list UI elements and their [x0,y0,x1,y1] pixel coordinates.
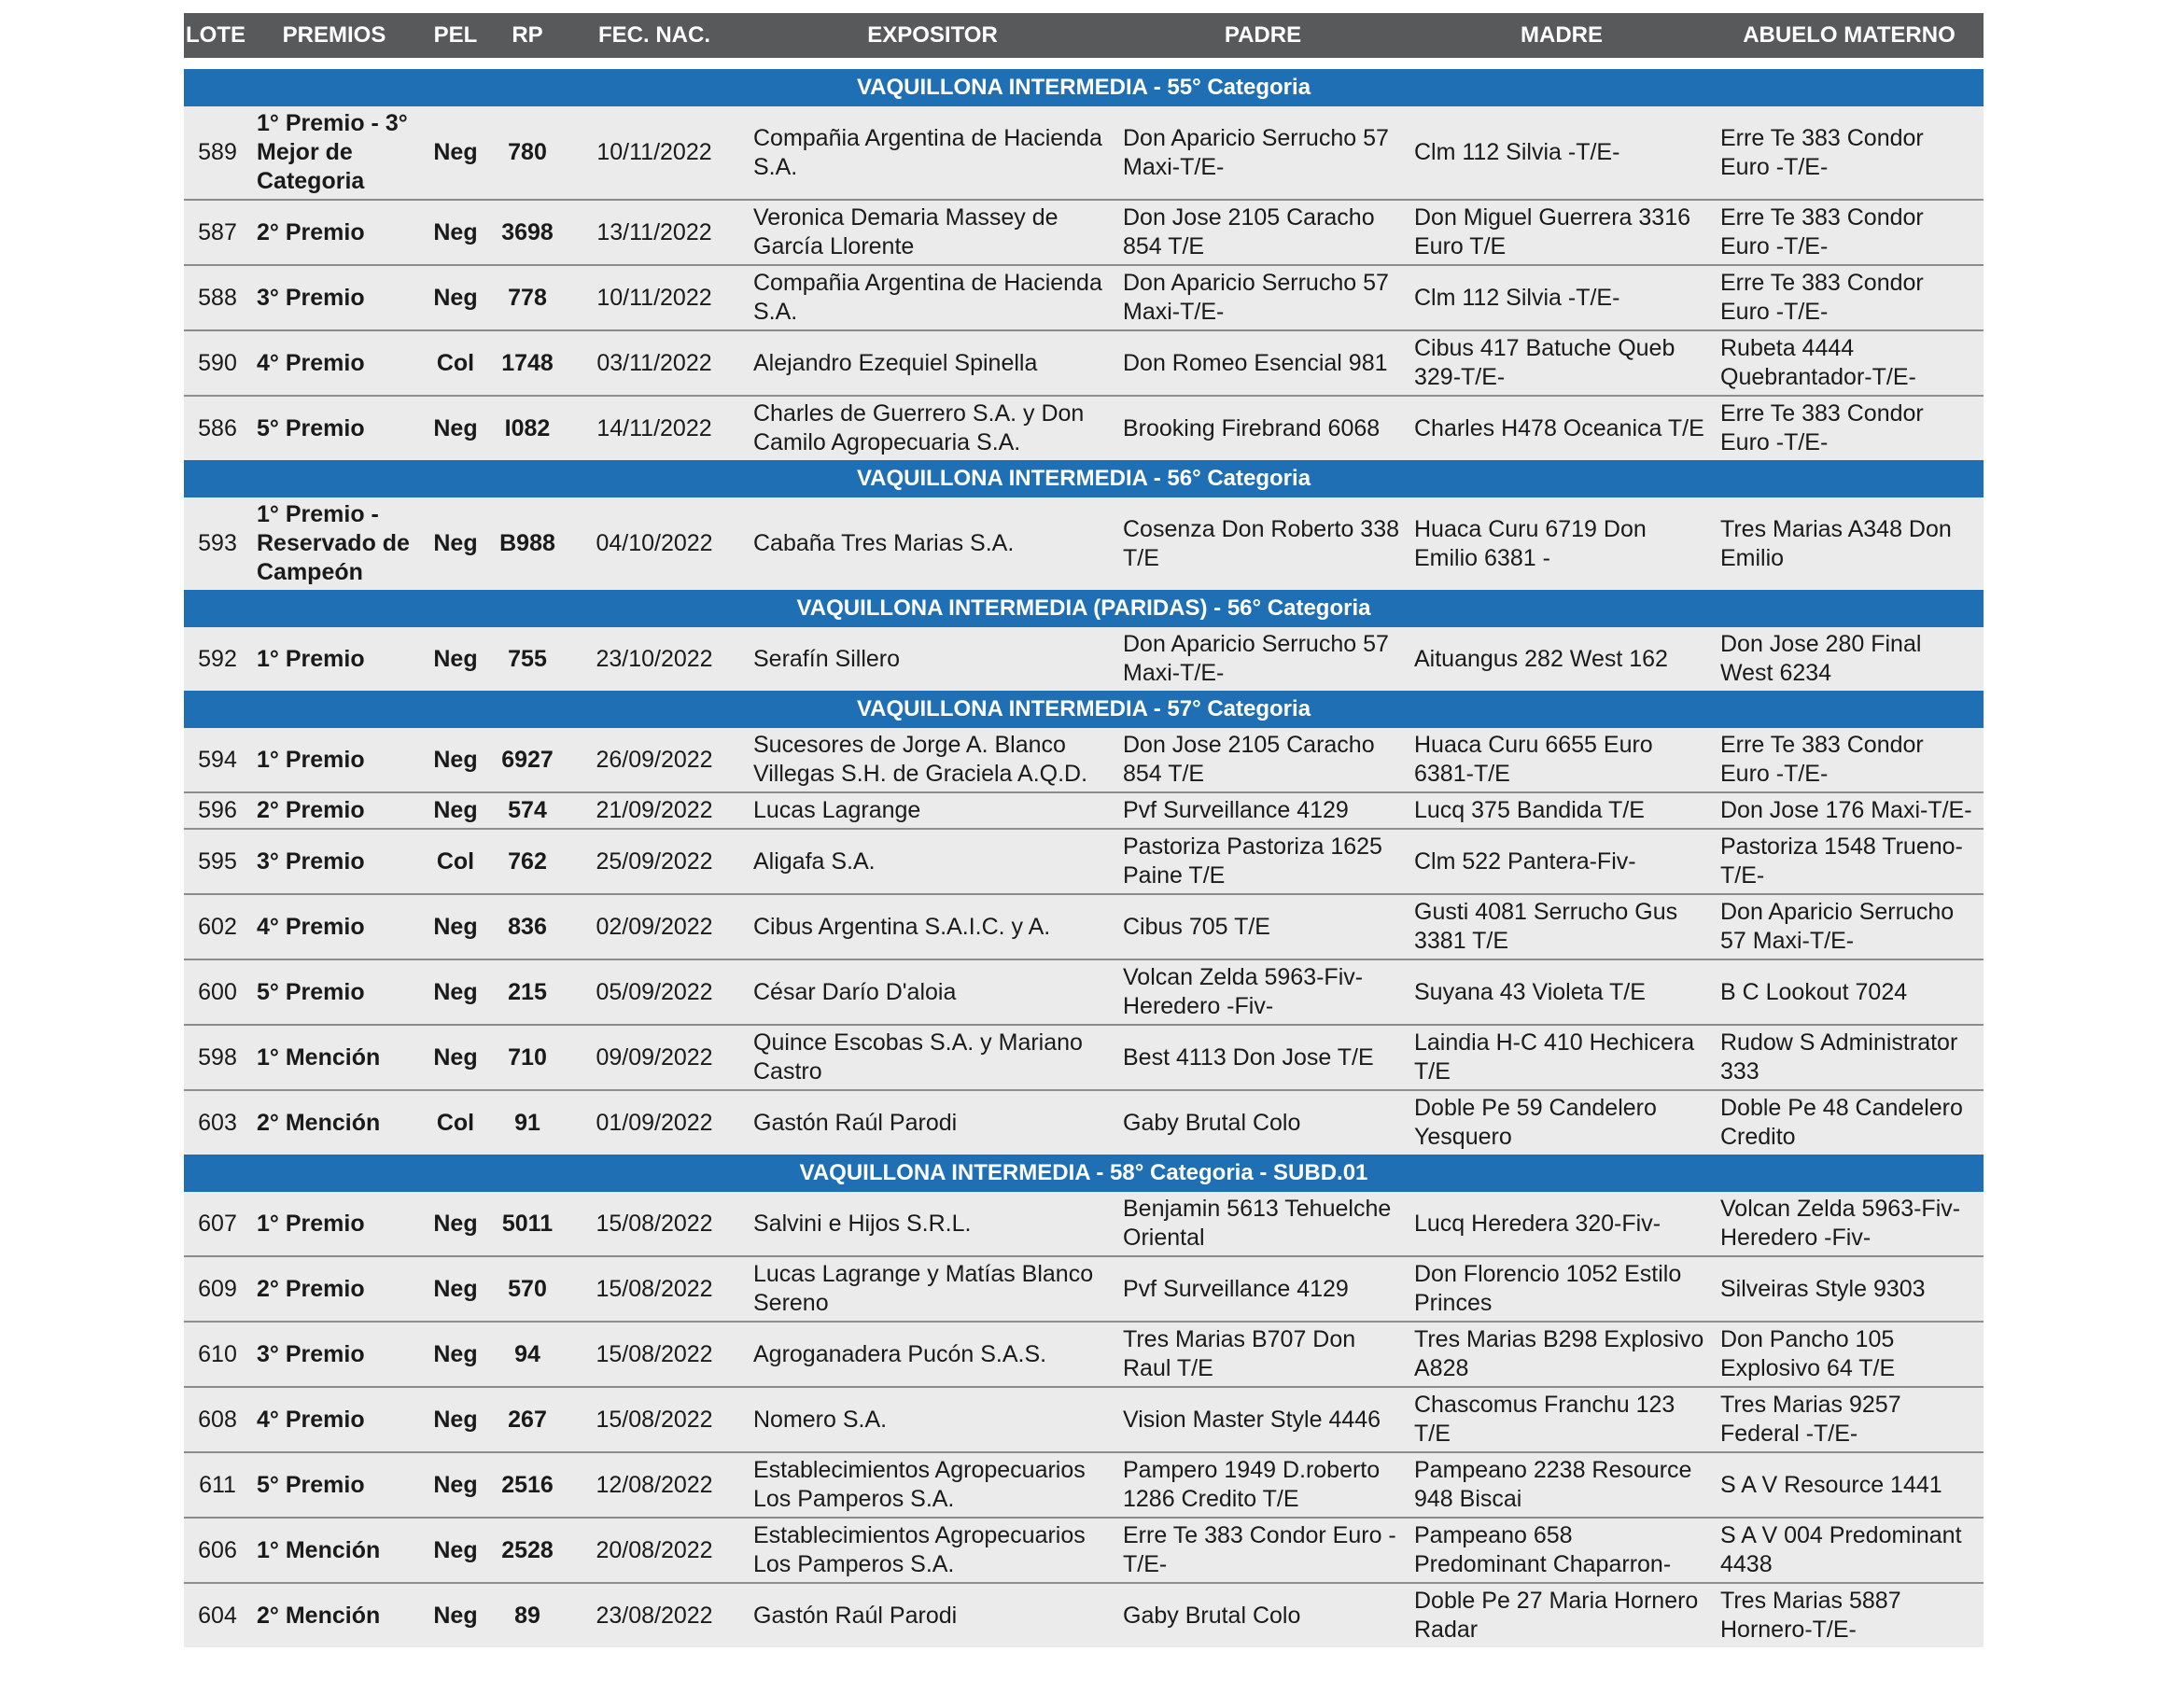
cell-expositor: Gastón Raúl Parodi [748,1583,1117,1647]
header-pel: PEL [417,13,494,58]
cell-madre: Huaca Curu 6655 Euro 6381-T/E [1409,728,1715,792]
cell-padre: Erre Te 383 Condor Euro -T/E- [1117,1518,1409,1583]
cell-padre: Don Aparicio Serrucho 57 Maxi-T/E- [1117,106,1409,200]
cell-expositor: Charles de Guerrero S.A. y Don Camilo Agropecuaria S.A. [748,396,1117,460]
cell-pel: Neg [417,1256,494,1322]
cell-lote: 604 [184,1583,251,1647]
header-padre: PADRE [1117,13,1409,58]
cell-lote: 602 [184,894,251,959]
cell-expositor: Lucas Lagrange y Matías Blanco Sereno [748,1256,1117,1322]
cell-fec-nac: 25/09/2022 [561,829,748,894]
header-madre: MADRE [1409,13,1715,58]
cell-abuelo-materno: Don Aparicio Serrucho 57 Maxi-T/E- [1715,894,1984,959]
cell-expositor: Serafín Sillero [748,627,1117,691]
cell-fec-nac: 01/09/2022 [561,1090,748,1155]
cell-padre: Pastoriza Pastoriza 1625 Paine T/E [1117,829,1409,894]
cell-abuelo-materno: Rubeta 4444 Quebrantador-T/E- [1715,330,1984,396]
cell-lote: 609 [184,1256,251,1322]
cell-rp: 6927 [494,728,561,792]
cell-madre: Gusti 4081 Serrucho Gus 3381 T/E [1409,894,1715,959]
cell-lote: 606 [184,1518,251,1583]
cell-padre: Don Romeo Esencial 981 [1117,330,1409,396]
spacer-cell [184,58,1984,69]
cell-abuelo-materno: S A V 004 Predominant 4438 [1715,1518,1984,1583]
category-title: VAQUILLONA INTERMEDIA - 56° Categoria [184,460,1984,497]
cell-lote: 596 [184,792,251,829]
cell-rp: 710 [494,1025,561,1090]
cell-fec-nac: 23/08/2022 [561,1583,748,1647]
table-row [184,1518,1984,1583]
cell-padre: Tres Marias B707 Don Raul T/E [1117,1322,1409,1387]
cell-premio: 2° Mención [251,1090,417,1155]
table-row [184,200,1984,265]
cell-expositor: Quince Escobas S.A. y Mariano Castro [748,1025,1117,1090]
cell-lote: 603 [184,1090,251,1155]
cell-lote: 610 [184,1322,251,1387]
cell-abuelo-materno: S A V Resource 1441 [1715,1452,1984,1518]
table-row [184,1256,1984,1322]
cell-premio: 4° Premio [251,330,417,396]
cell-abuelo-materno: Volcan Zelda 5963-Fiv-Heredero -Fiv- [1715,1192,1984,1256]
cell-abuelo-materno: Erre Te 383 Condor Euro -T/E- [1715,728,1984,792]
cell-fec-nac: 09/09/2022 [561,1025,748,1090]
header-rp: RP [494,13,561,58]
cell-abuelo-materno: Don Jose 280 Final West 6234 [1715,627,1984,691]
cell-rp: 3698 [494,200,561,265]
cell-abuelo-materno: Don Jose 176 Maxi-T/E- [1715,792,1984,829]
results-table [184,13,1984,1647]
cell-padre: Gaby Brutal Colo [1117,1090,1409,1155]
table-row [184,1387,1984,1452]
cell-abuelo-materno: Erre Te 383 Condor Euro -T/E- [1715,200,1984,265]
cell-expositor: Compañia Argentina de Hacienda S.A. [748,106,1117,200]
table-row [184,1025,1984,1090]
table-row [184,1322,1984,1387]
category-title: VAQUILLONA INTERMEDIA (PARIDAS) - 56° Categoria [184,590,1984,627]
cell-rp: 574 [494,792,561,829]
header-abuelo-materno: ABUELO MATERNO [1715,13,1984,58]
header-spacer [184,58,1984,69]
cell-padre: Cosenza Don Roberto 338 T/E [1117,497,1409,590]
cell-padre: Pvf Surveillance 4129 [1117,1256,1409,1322]
cell-madre: Charles H478 Oceanica T/E [1409,396,1715,460]
cell-padre: Gaby Brutal Colo [1117,1583,1409,1647]
cell-fec-nac: 12/08/2022 [561,1452,748,1518]
cell-madre: Pampeano 2238 Resource 948 Biscai [1409,1452,1715,1518]
category-title: VAQUILLONA INTERMEDIA - 57° Categoria [184,691,1984,728]
header-row [184,13,1984,58]
cell-rp: 94 [494,1322,561,1387]
cell-rp: 836 [494,894,561,959]
cell-premio: 2° Premio [251,792,417,829]
cell-fec-nac: 15/08/2022 [561,1192,748,1256]
cell-premio: 4° Premio [251,894,417,959]
cell-madre: Doble Pe 59 Candelero Yesquero [1409,1090,1715,1155]
cell-pel: Col [417,330,494,396]
cell-pel: Neg [417,200,494,265]
cell-expositor: Lucas Lagrange [748,792,1117,829]
cell-abuelo-materno: Erre Te 383 Condor Euro -T/E- [1715,106,1984,200]
cell-fec-nac: 15/08/2022 [561,1387,748,1452]
table-row [184,265,1984,330]
cell-expositor: Establecimientos Agropecuarios Los Pamperos S.A. [748,1518,1117,1583]
cell-premio: 2° Premio [251,1256,417,1322]
cell-fec-nac: 15/08/2022 [561,1322,748,1387]
cell-fec-nac: 10/11/2022 [561,106,748,200]
cell-premio: 5° Premio [251,959,417,1025]
table-row [184,1090,1984,1155]
cell-premio: 2° Mención [251,1583,417,1647]
cell-premio: 3° Premio [251,829,417,894]
cell-madre: Suyana 43 Violeta T/E [1409,959,1715,1025]
cell-padre: Don Jose 2105 Caracho 854 T/E [1117,200,1409,265]
cell-fec-nac: 13/11/2022 [561,200,748,265]
cell-rp: 2528 [494,1518,561,1583]
cell-lote: 594 [184,728,251,792]
cell-padre: Brooking Firebrand 6068 [1117,396,1409,460]
cell-pel: Neg [417,959,494,1025]
cell-expositor: Cibus Argentina S.A.I.C. y A. [748,894,1117,959]
table-row [184,959,1984,1025]
cell-pel: Neg [417,1192,494,1256]
cell-pel: Neg [417,1452,494,1518]
cell-premio: 1° Mención [251,1025,417,1090]
cell-pel: Neg [417,1387,494,1452]
cell-pel: Neg [417,1025,494,1090]
table-row [184,728,1984,792]
cell-padre: Vision Master Style 4446 [1117,1387,1409,1452]
cell-lote: 595 [184,829,251,894]
cell-madre: Cibus 417 Batuche Queb 329-T/E- [1409,330,1715,396]
cell-rp: 2516 [494,1452,561,1518]
cell-rp: 755 [494,627,561,691]
table-row [184,894,1984,959]
table-row [184,1192,1984,1256]
cell-padre: Volcan Zelda 5963-Fiv-Heredero -Fiv- [1117,959,1409,1025]
cell-expositor: Salvini e Hijos S.R.L. [748,1192,1117,1256]
cell-padre: Best 4113 Don Jose T/E [1117,1025,1409,1090]
cell-premio: 1° Mención [251,1518,417,1583]
cell-lote: 600 [184,959,251,1025]
cell-expositor: César Darío D'aloia [748,959,1117,1025]
table-row [184,330,1984,396]
cell-fec-nac: 23/10/2022 [561,627,748,691]
cell-rp: 1748 [494,330,561,396]
cell-premio: 1° Premio - Reservado de Campeón [251,497,417,590]
header-lote: LOTE [184,13,251,58]
cell-rp: 91 [494,1090,561,1155]
table-row [184,1452,1984,1518]
cell-madre: Huaca Curu 6719 Don Emilio 6381 - [1409,497,1715,590]
category-header-row [184,69,1984,106]
cell-madre: Don Florencio 1052 Estilo Princes [1409,1256,1715,1322]
cell-premio: 3° Premio [251,1322,417,1387]
cell-lote: 608 [184,1387,251,1452]
table-row [184,497,1984,590]
cell-fec-nac: 03/11/2022 [561,330,748,396]
header-fec-nac: FEC. NAC. [561,13,748,58]
cell-pel: Neg [417,1322,494,1387]
cell-fec-nac: 10/11/2022 [561,265,748,330]
table-row [184,1583,1984,1647]
cell-madre: Pampeano 658 Predominant Chaparron- [1409,1518,1715,1583]
cell-rp: 215 [494,959,561,1025]
category-header-row [184,1155,1984,1192]
cell-lote: 587 [184,200,251,265]
results-sheet [184,13,1984,1647]
cell-pel: Col [417,829,494,894]
cell-madre: Don Miguel Guerrera 3316 Euro T/E [1409,200,1715,265]
cell-abuelo-materno: Doble Pe 48 Candelero Credito [1715,1090,1984,1155]
cell-premio: 5° Premio [251,1452,417,1518]
cell-abuelo-materno: Erre Te 383 Condor Euro -T/E- [1715,265,1984,330]
cell-padre: Pvf Surveillance 4129 [1117,792,1409,829]
cell-pel: Neg [417,497,494,590]
table-body [184,58,1984,1647]
table-header [184,13,1984,58]
category-title: VAQUILLONA INTERMEDIA - 58° Categoria - SUBD.01 [184,1155,1984,1192]
cell-pel: Neg [417,265,494,330]
cell-pel: Neg [417,792,494,829]
cell-premio: 1° Premio - 3° Mejor de Categoria [251,106,417,200]
cell-expositor: Sucesores de Jorge A. Blanco Villegas S.H. de Graciela A.Q.D. [748,728,1117,792]
cell-expositor: Establecimientos Agropecuarios Los Pamperos S.A. [748,1452,1117,1518]
cell-rp: 267 [494,1387,561,1452]
cell-premio: 1° Premio [251,728,417,792]
cell-abuelo-materno: Rudow S Administrator 333 [1715,1025,1984,1090]
cell-lote: 588 [184,265,251,330]
cell-madre: Clm 112 Silvia -T/E- [1409,106,1715,200]
cell-rp: 762 [494,829,561,894]
cell-rp: 5011 [494,1192,561,1256]
cell-pel: Neg [417,1518,494,1583]
cell-abuelo-materno: B C Lookout 7024 [1715,959,1984,1025]
cell-abuelo-materno: Tres Marias 9257 Federal -T/E- [1715,1387,1984,1452]
cell-fec-nac: 20/08/2022 [561,1518,748,1583]
cell-expositor: Agroganadera Pucón S.A.S. [748,1322,1117,1387]
header-expositor: EXPOSITOR [748,13,1117,58]
cell-pel: Neg [417,627,494,691]
cell-premio: 1° Premio [251,627,417,691]
cell-madre: Laindia H-C 410 Hechicera T/E [1409,1025,1715,1090]
cell-pel: Neg [417,396,494,460]
cell-fec-nac: 14/11/2022 [561,396,748,460]
cell-abuelo-materno: Tres Marias A348 Don Emilio [1715,497,1984,590]
cell-expositor: Cabaña Tres Marias S.A. [748,497,1117,590]
cell-abuelo-materno: Don Pancho 105 Explosivo 64 T/E [1715,1322,1984,1387]
cell-padre: Pampero 1949 D.roberto 1286 Credito T/E [1117,1452,1409,1518]
cell-premio: 1° Premio [251,1192,417,1256]
cell-expositor: Nomero S.A. [748,1387,1117,1452]
cell-expositor: Compañia Argentina de Hacienda S.A. [748,265,1117,330]
cell-lote: 607 [184,1192,251,1256]
cell-rp: B988 [494,497,561,590]
cell-pel: Neg [417,728,494,792]
category-header-row [184,691,1984,728]
cell-premio: 3° Premio [251,265,417,330]
cell-lote: 598 [184,1025,251,1090]
cell-expositor: Alejandro Ezequiel Spinella [748,330,1117,396]
cell-pel: Neg [417,894,494,959]
cell-fec-nac: 15/08/2022 [561,1256,748,1322]
header-premios: PREMIOS [251,13,417,58]
table-row [184,792,1984,829]
cell-rp: 89 [494,1583,561,1647]
cell-madre: Tres Marias B298 Explosivo A828 [1409,1322,1715,1387]
cell-madre: Clm 522 Pantera-Fiv- [1409,829,1715,894]
cell-rp: 778 [494,265,561,330]
table-row [184,627,1984,691]
cell-premio: 2° Premio [251,200,417,265]
cell-fec-nac: 04/10/2022 [561,497,748,590]
cell-madre: Clm 112 Silvia -T/E- [1409,265,1715,330]
category-title: VAQUILLONA INTERMEDIA - 55° Categoria [184,69,1984,106]
cell-madre: Aituangus 282 West 162 [1409,627,1715,691]
cell-madre: Lucq 375 Bandida T/E [1409,792,1715,829]
cell-pel: Col [417,1090,494,1155]
cell-madre: Lucq Heredera 320-Fiv- [1409,1192,1715,1256]
cell-lote: 589 [184,106,251,200]
cell-fec-nac: 02/09/2022 [561,894,748,959]
cell-abuelo-materno: Pastoriza 1548 Trueno-T/E- [1715,829,1984,894]
cell-abuelo-materno: Silveiras Style 9303 [1715,1256,1984,1322]
cell-expositor: Gastón Raúl Parodi [748,1090,1117,1155]
category-header-row [184,590,1984,627]
table-row [184,829,1984,894]
cell-madre: Doble Pe 27 Maria Hornero Radar [1409,1583,1715,1647]
cell-abuelo-materno: Tres Marias 5887 Hornero-T/E- [1715,1583,1984,1647]
cell-padre: Benjamin 5613 Tehuelche Oriental [1117,1192,1409,1256]
cell-abuelo-materno: Erre Te 383 Condor Euro -T/E- [1715,396,1984,460]
cell-fec-nac: 05/09/2022 [561,959,748,1025]
cell-lote: 592 [184,627,251,691]
cell-padre: Don Jose 2105 Caracho 854 T/E [1117,728,1409,792]
cell-premio: 4° Premio [251,1387,417,1452]
table-row [184,396,1984,460]
cell-padre: Don Aparicio Serrucho 57 Maxi-T/E- [1117,627,1409,691]
category-header-row [184,460,1984,497]
cell-rp: 780 [494,106,561,200]
cell-lote: 593 [184,497,251,590]
cell-premio: 5° Premio [251,396,417,460]
cell-expositor: Aligafa S.A. [748,829,1117,894]
cell-lote: 611 [184,1452,251,1518]
cell-rp: 570 [494,1256,561,1322]
table-row [184,106,1984,200]
cell-fec-nac: 26/09/2022 [561,728,748,792]
cell-padre: Cibus 705 T/E [1117,894,1409,959]
cell-rp: I082 [494,396,561,460]
cell-fec-nac: 21/09/2022 [561,792,748,829]
cell-madre: Chascomus Franchu 123 T/E [1409,1387,1715,1452]
cell-lote: 590 [184,330,251,396]
cell-pel: Neg [417,106,494,200]
cell-lote: 586 [184,396,251,460]
cell-expositor: Veronica Demaria Massey de García Llorente [748,200,1117,265]
cell-padre: Don Aparicio Serrucho 57 Maxi-T/E- [1117,265,1409,330]
cell-pel: Neg [417,1583,494,1647]
